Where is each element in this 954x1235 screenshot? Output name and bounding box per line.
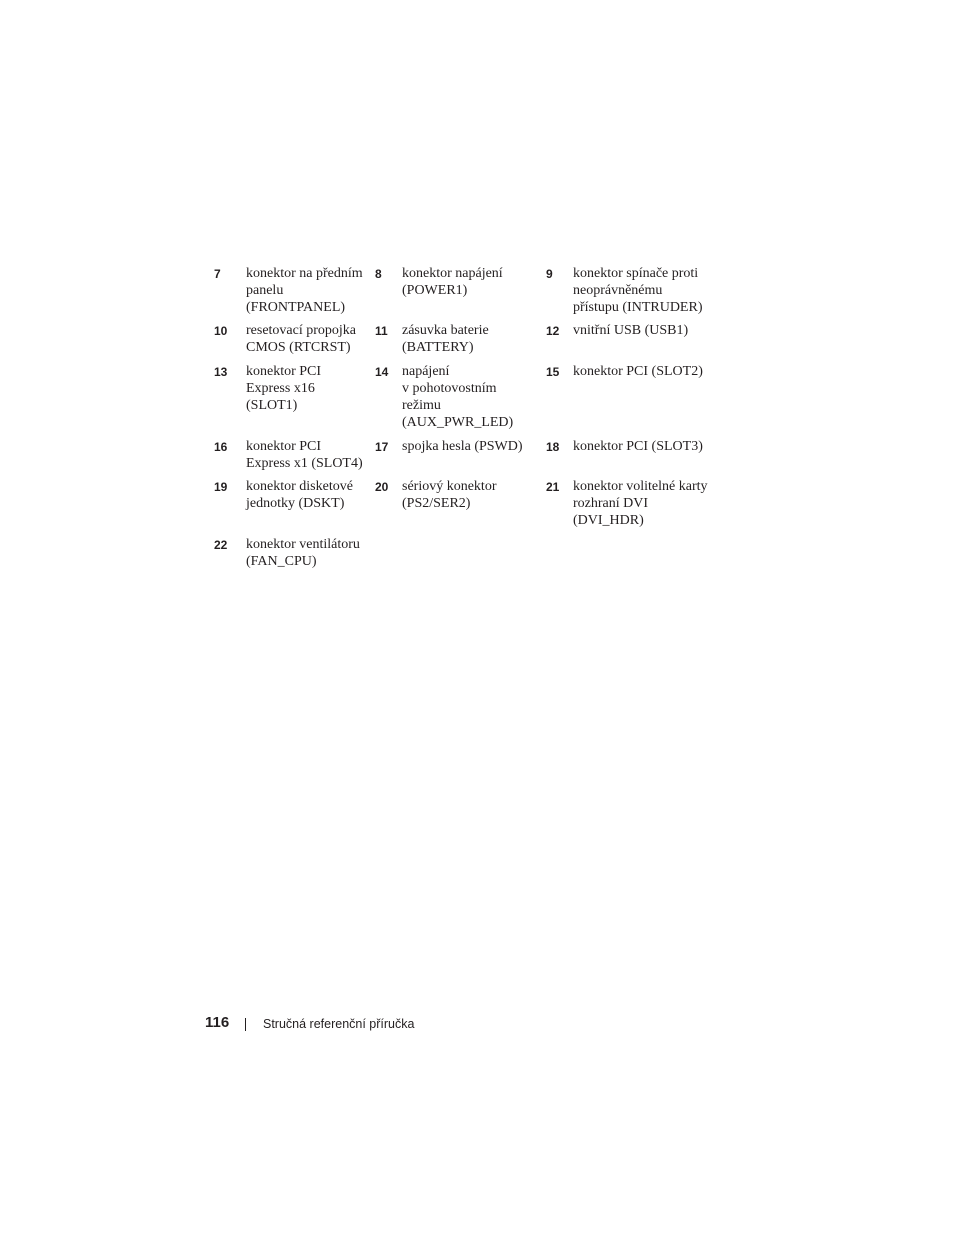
item-label: konektor ventilátoru (FAN_CPU)	[246, 537, 360, 569]
legend-item	[375, 322, 546, 356]
item-number: 21	[546, 480, 560, 494]
item-number: 7	[214, 267, 221, 281]
item-number: 14	[375, 365, 389, 379]
legend-row	[214, 363, 724, 431]
legend-item	[214, 322, 375, 356]
legend-row	[214, 536, 724, 570]
item-number: 19	[214, 480, 228, 494]
item-number: 13	[214, 365, 228, 379]
item-label: sériový konektor (PS2/SER2)	[402, 479, 497, 511]
legend-item	[214, 438, 375, 472]
item-label: konektor disketové jednotky (DSKT)	[246, 479, 353, 511]
item-number: 20	[375, 480, 389, 494]
legend-item	[546, 478, 724, 529]
legend-item	[214, 478, 375, 512]
item-number: 15	[546, 365, 560, 379]
item-number: 11	[375, 324, 388, 338]
legend-item-empty	[375, 536, 546, 537]
item-label: konektor volitelné karty rozhraní DVI (DVI_HDR)	[573, 479, 708, 528]
item-label: konektor PCI Express x16 (SLOT1)	[246, 364, 322, 413]
footer-title: Stručná referenční příručka	[263, 1016, 415, 1031]
legend-item	[375, 265, 546, 299]
legend-item	[375, 363, 546, 431]
legend-item	[546, 438, 724, 456]
legend-row	[214, 322, 724, 356]
item-label: napájení v pohotovostním režimu (AUX_PWR_LED)	[402, 364, 514, 430]
page-number: 116	[205, 1014, 230, 1031]
item-number: 12	[546, 324, 560, 338]
legend-item	[214, 536, 375, 570]
item-label: konektor na předním panelu (FRONTPANEL)	[246, 266, 363, 315]
legend-item	[214, 265, 375, 316]
item-label: konektor PCI Express x1 (SLOT4)	[246, 439, 363, 471]
item-label: konektor PCI (SLOT3)	[573, 439, 703, 454]
legend-row	[214, 438, 724, 472]
legend-item-empty	[546, 536, 724, 537]
item-number: 9	[546, 267, 553, 281]
item-label: konektor PCI (SLOT2)	[573, 364, 703, 379]
footer-divider	[245, 1018, 246, 1031]
legend-item	[546, 265, 724, 316]
item-label: vnitřní USB (USB1)	[573, 323, 689, 338]
item-number: 17	[375, 440, 389, 454]
item-number: 16	[214, 440, 228, 454]
item-label: zásuvka baterie (BATTERY)	[402, 323, 489, 355]
legend-item	[375, 438, 546, 456]
legend-item	[375, 478, 546, 512]
legend-item	[546, 363, 724, 381]
legend-row	[214, 478, 724, 529]
legend-item	[546, 322, 724, 340]
item-label: konektor napájení (POWER1)	[402, 266, 503, 298]
item-number: 22	[214, 538, 228, 552]
item-number	[546, 536, 573, 537]
legend-item	[214, 363, 375, 414]
item-number: 10	[214, 324, 228, 338]
legend-row	[214, 265, 724, 316]
connector-legend	[214, 265, 724, 570]
item-number: 18	[546, 440, 560, 454]
item-label: spojka hesla (PSWD)	[402, 439, 523, 454]
item-number: 8	[375, 267, 382, 281]
item-label: konektor spínače proti neoprávněnému přístupu (INTRUDER)	[573, 266, 703, 315]
item-label: resetovací propojka CMOS (RTCRST)	[246, 323, 357, 355]
page-footer	[205, 1014, 414, 1031]
item-number	[375, 536, 402, 537]
